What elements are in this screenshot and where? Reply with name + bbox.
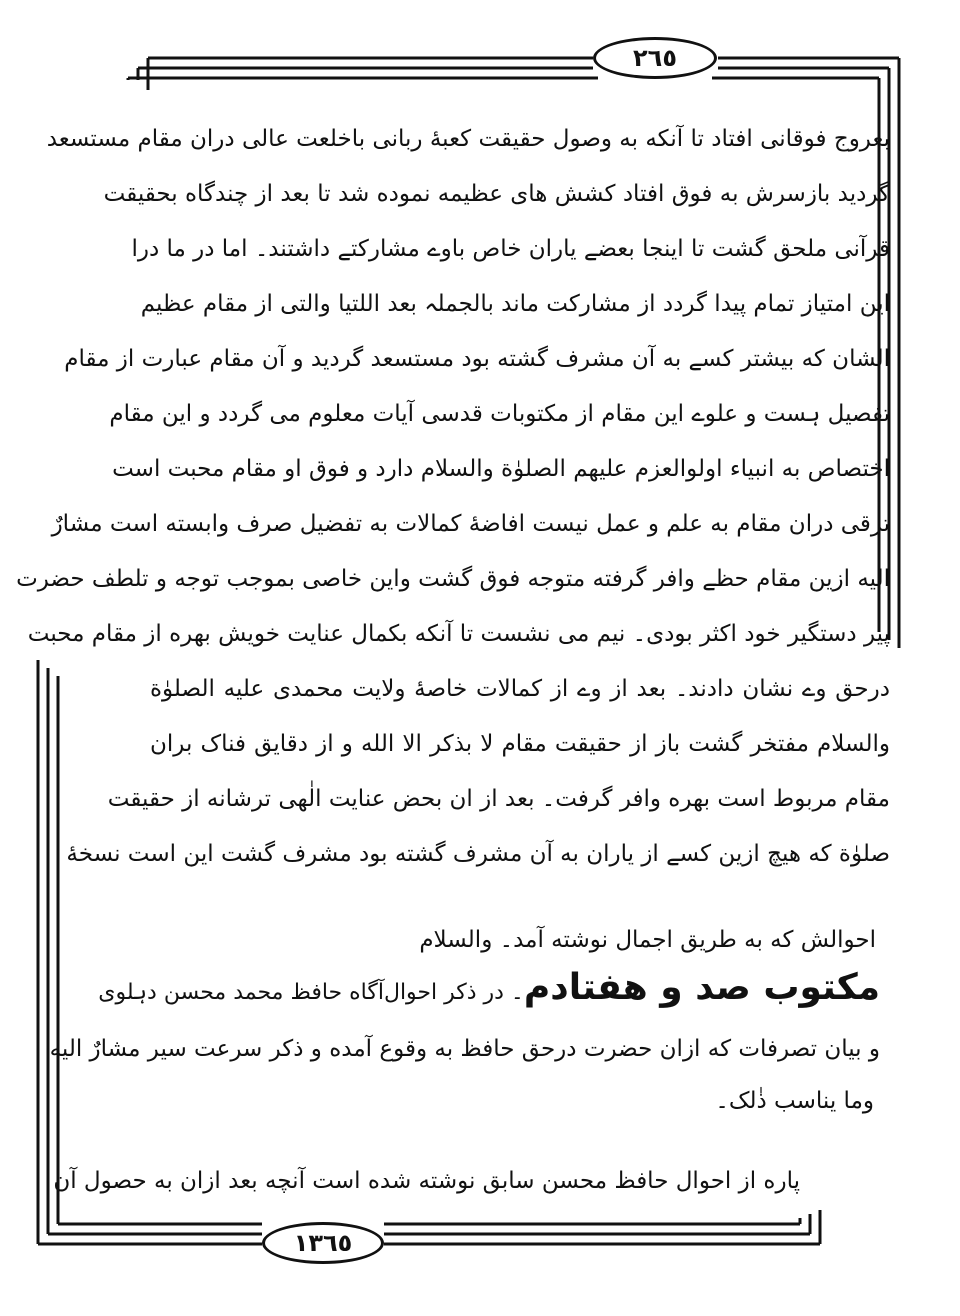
text-line: تفصیل ہست و علوے این مقام از مکتوبات قدسی آیات معلوم می گردد و این مقام [109,401,890,427]
main-text [16,112,890,882]
text-line: الشان که بیشتر کسے به آن مشرف گشته بود مستسعد گردید و آن مقام عبارت از مقام [64,346,890,372]
letter-body-line: و بیان تصرفات که ازان حضرت درحق حافظ به وقوع آمده و ذکر سرعت سیر مشارٌ الیه [49,1036,880,1062]
letter-subject: آگاه حافظ محمد محسن دہلوی [98,980,384,1005]
lower-section [49,915,880,1207]
letter-body-line: پاره از احوال حافظ محسن سابق نوشته شده است آنچه بعد ازان به حصول آن [53,1168,800,1194]
page-number-bottom: ١٣٦٥ [262,1222,384,1264]
closing-line: احوالش که به طریق اجمال نوشته آمد۔ والسلام [419,927,876,953]
text-line: والسلام مفتخر گشت باز از حقیقت مقام لا بذکر الا الله و از دقایق فناک بران [150,731,890,757]
text-line: پیر دستگیر خود اکثر بودی۔ نیم می نشست تا آنکه بکمال عنایت خویش بهره از مقام محبت [27,621,890,647]
text-line: گردید بازسرش به فوق افتاد کشش های عظیمه نموده شد تا بعد از چندگاه بحقیقت [103,181,890,207]
text-line: بعروج فوقانی افتاد تا آنکه به وصول حقیقت کعبهٔ ربانی باخلعت عالی دران مقام مستسعد [46,126,890,152]
text-line: مقام مربوط است بهره وافر گرفت۔ بعد از ان بحض عنایت الٰهی ترشانه از حقیقت [107,786,890,812]
text-line: این امتیاز تمام پیدا گردد از مشارکت ماند بالجملہ بعد اللتیا والتی از مقام عظیم [140,291,890,317]
letter-title: مکتوب صد و هفتادم [523,967,880,1008]
text-line: الیه ازین مقام حظے وافر گرفته متوجه فوق گشت واین خاصی بموجب توجه و تلطف حضرت [16,566,890,592]
page-number-top: ٢٦٥ [593,37,717,79]
text-line: ترقی دران مقام به علم و عمل نیست افاضهٔ کمالات به تفضیل صرف وابسته است مشارٌ [51,511,890,537]
text-line: صلوٰة که هیچ ازین کسے از یاران به آن مشرف گشته بود مشرف گشت این است نسخهٔ [66,841,890,867]
text-line: قرآنی ملحق گشت تا اینجا بعضے یاران خاص باوے مشارکتے داشتند۔ اما در ما درا [131,236,890,262]
letter-heading [98,967,880,1023]
text-line: درحق وے نشان دادند۔ بعد از وے از کمالات خاصهٔ ولایت محمدی علیه الصلوٰة [150,676,890,702]
text-line: اختصاص به انبیاء اولوالعزم علیهم الصلوٰة والسلام دارد و فوق او مقام محبت است [112,456,890,482]
letter-body-line: وما یناسب ذٰلک۔ [715,1088,874,1114]
letter-topic: ۔ در ذکر احوال [383,980,524,1005]
